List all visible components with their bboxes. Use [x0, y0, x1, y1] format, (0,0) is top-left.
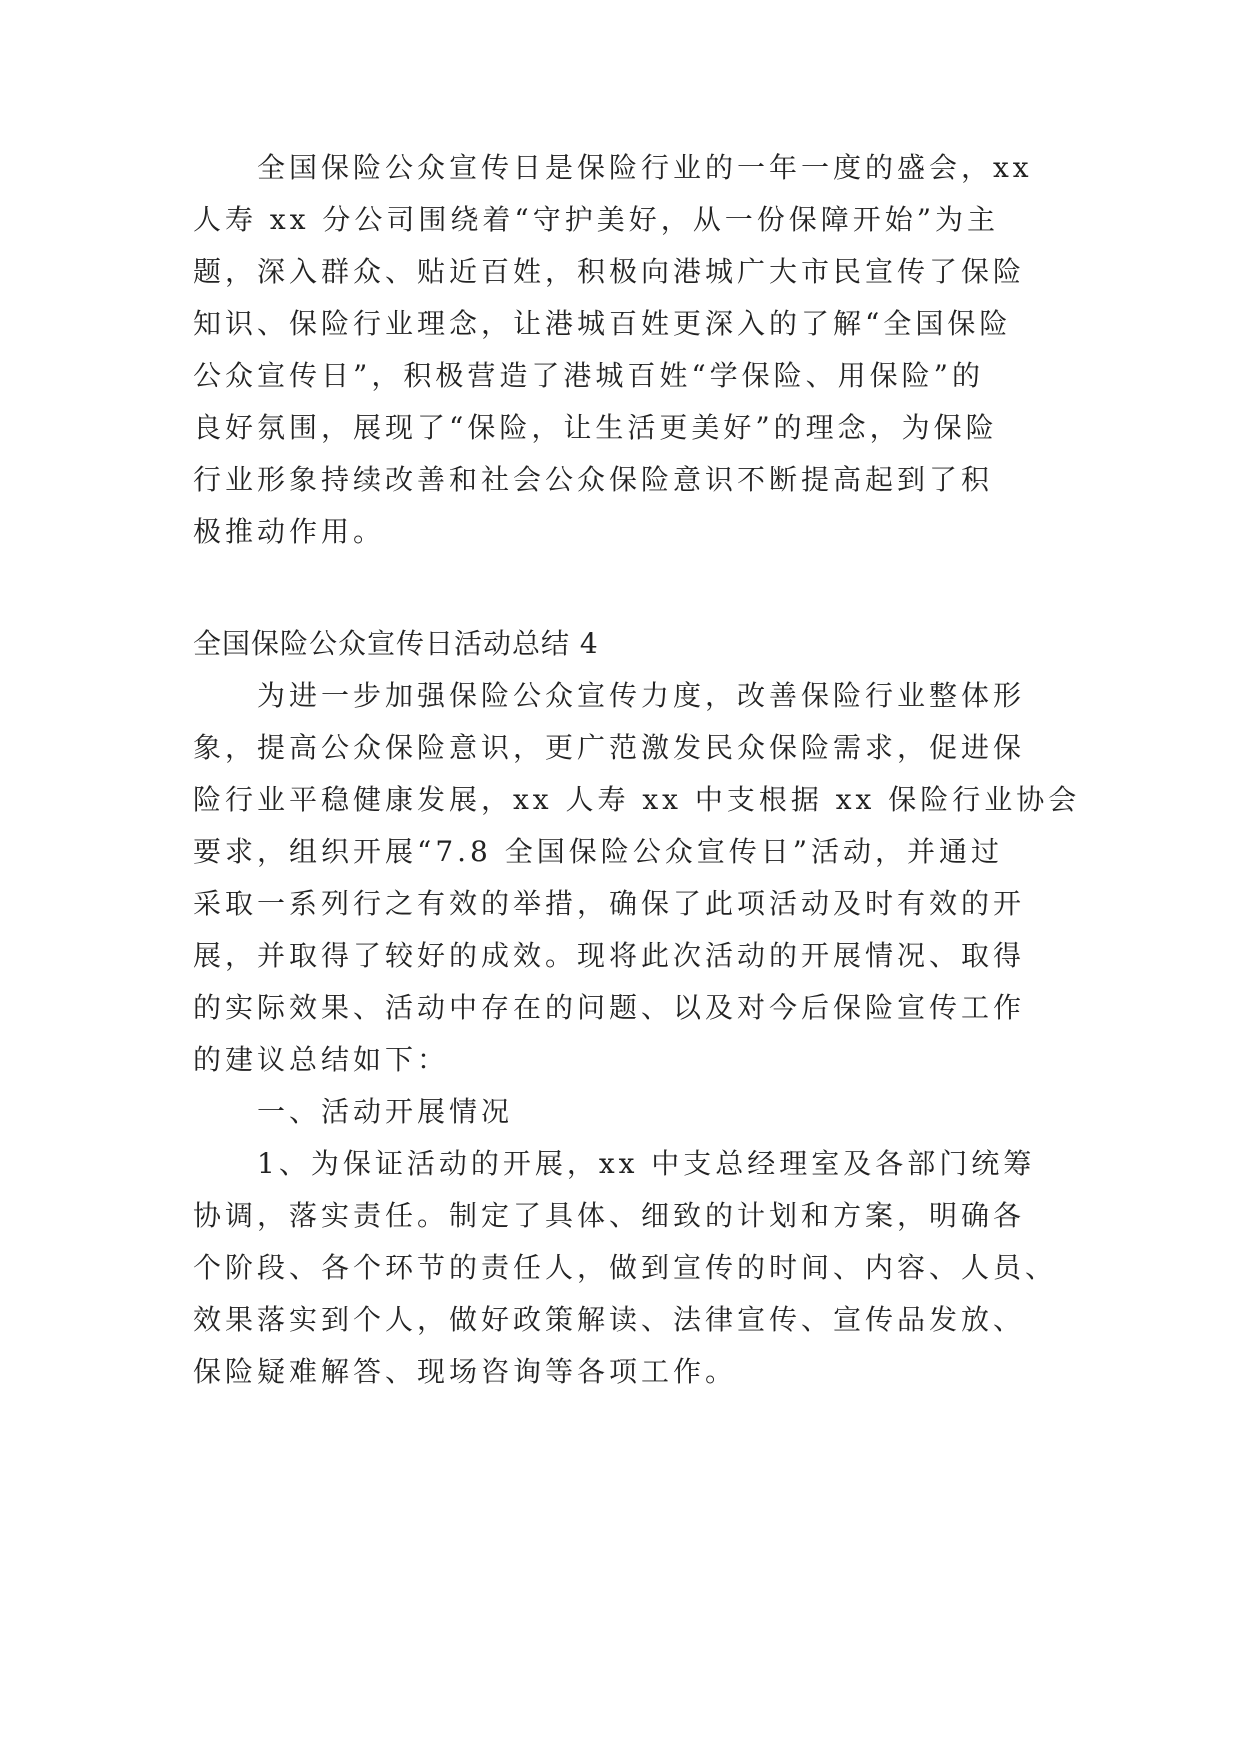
text-line: 协调，落实责任。制定了具体、细致的计划和方案，明确各: [193, 1199, 1026, 1232]
text-line: 为进一步加强保险公众宣传力度，改善保险行业整体形: [257, 679, 1026, 712]
text-line: 题，深入群众、贴近百姓，积极向港城广大市民宣传了保险: [193, 255, 1026, 288]
text-line: 效果落实到个人，做好政策解读、法律宣传、宣传品发放、: [193, 1303, 1026, 1336]
text-line: 全国保险公众宣传日是保险行业的一年一度的盛会，xx: [257, 151, 1033, 184]
text-line: 个阶段、各个环节的责任人，做到宣传的时间、内容、人员、: [193, 1251, 1058, 1284]
text-line: 险行业平稳健康发展，xx 人寿 xx 中支根据 xx 保险行业协会: [193, 783, 1081, 816]
text-line: 的实际效果、活动中存在的问题、以及对今后保险宣传工作: [193, 991, 1026, 1024]
text-line: 行业形象持续改善和社会公众保险意识不断提高起到了积: [193, 463, 994, 496]
text-line: 知识、保险行业理念，让港城百姓更深入的了解“全国保险: [193, 307, 1012, 340]
text-line: 保险疑难解答、现场咨询等各项工作。: [193, 1355, 738, 1388]
text-line: 1、为保证活动的开展，xx 中支总经理室及各部门统筹: [257, 1147, 1036, 1180]
text-line: 要求，组织开展“7.8 全国保险公众宣传日”活动，并通过: [193, 835, 1004, 868]
text-line: 良好氛围，展现了“保险，让生活更美好”的理念，为保险: [193, 411, 998, 444]
text-line: 公众宣传日”，积极营造了港城百姓“学保险、用保险”的: [193, 359, 984, 392]
text-line: 的建议总结如下：: [193, 1043, 450, 1076]
text-line: 极推动作用。: [193, 515, 386, 548]
text-line: 采取一系列行之有效的举措，确保了此项活动及时有效的开: [193, 887, 1026, 920]
section-title: 全国保险公众宣传日活动总结 4: [193, 627, 599, 660]
text-line: 象，提高公众保险意识，更广范激发民众保险需求，促进保: [193, 731, 1026, 764]
subheading: 一、活动开展情况: [257, 1095, 514, 1128]
text-line: 展，并取得了较好的成效。现将此次活动的开展情况、取得: [193, 939, 1026, 972]
text-line: 人寿 xx 分公司围绕着“守护美好，从一份保障开始”为主: [193, 203, 1000, 236]
